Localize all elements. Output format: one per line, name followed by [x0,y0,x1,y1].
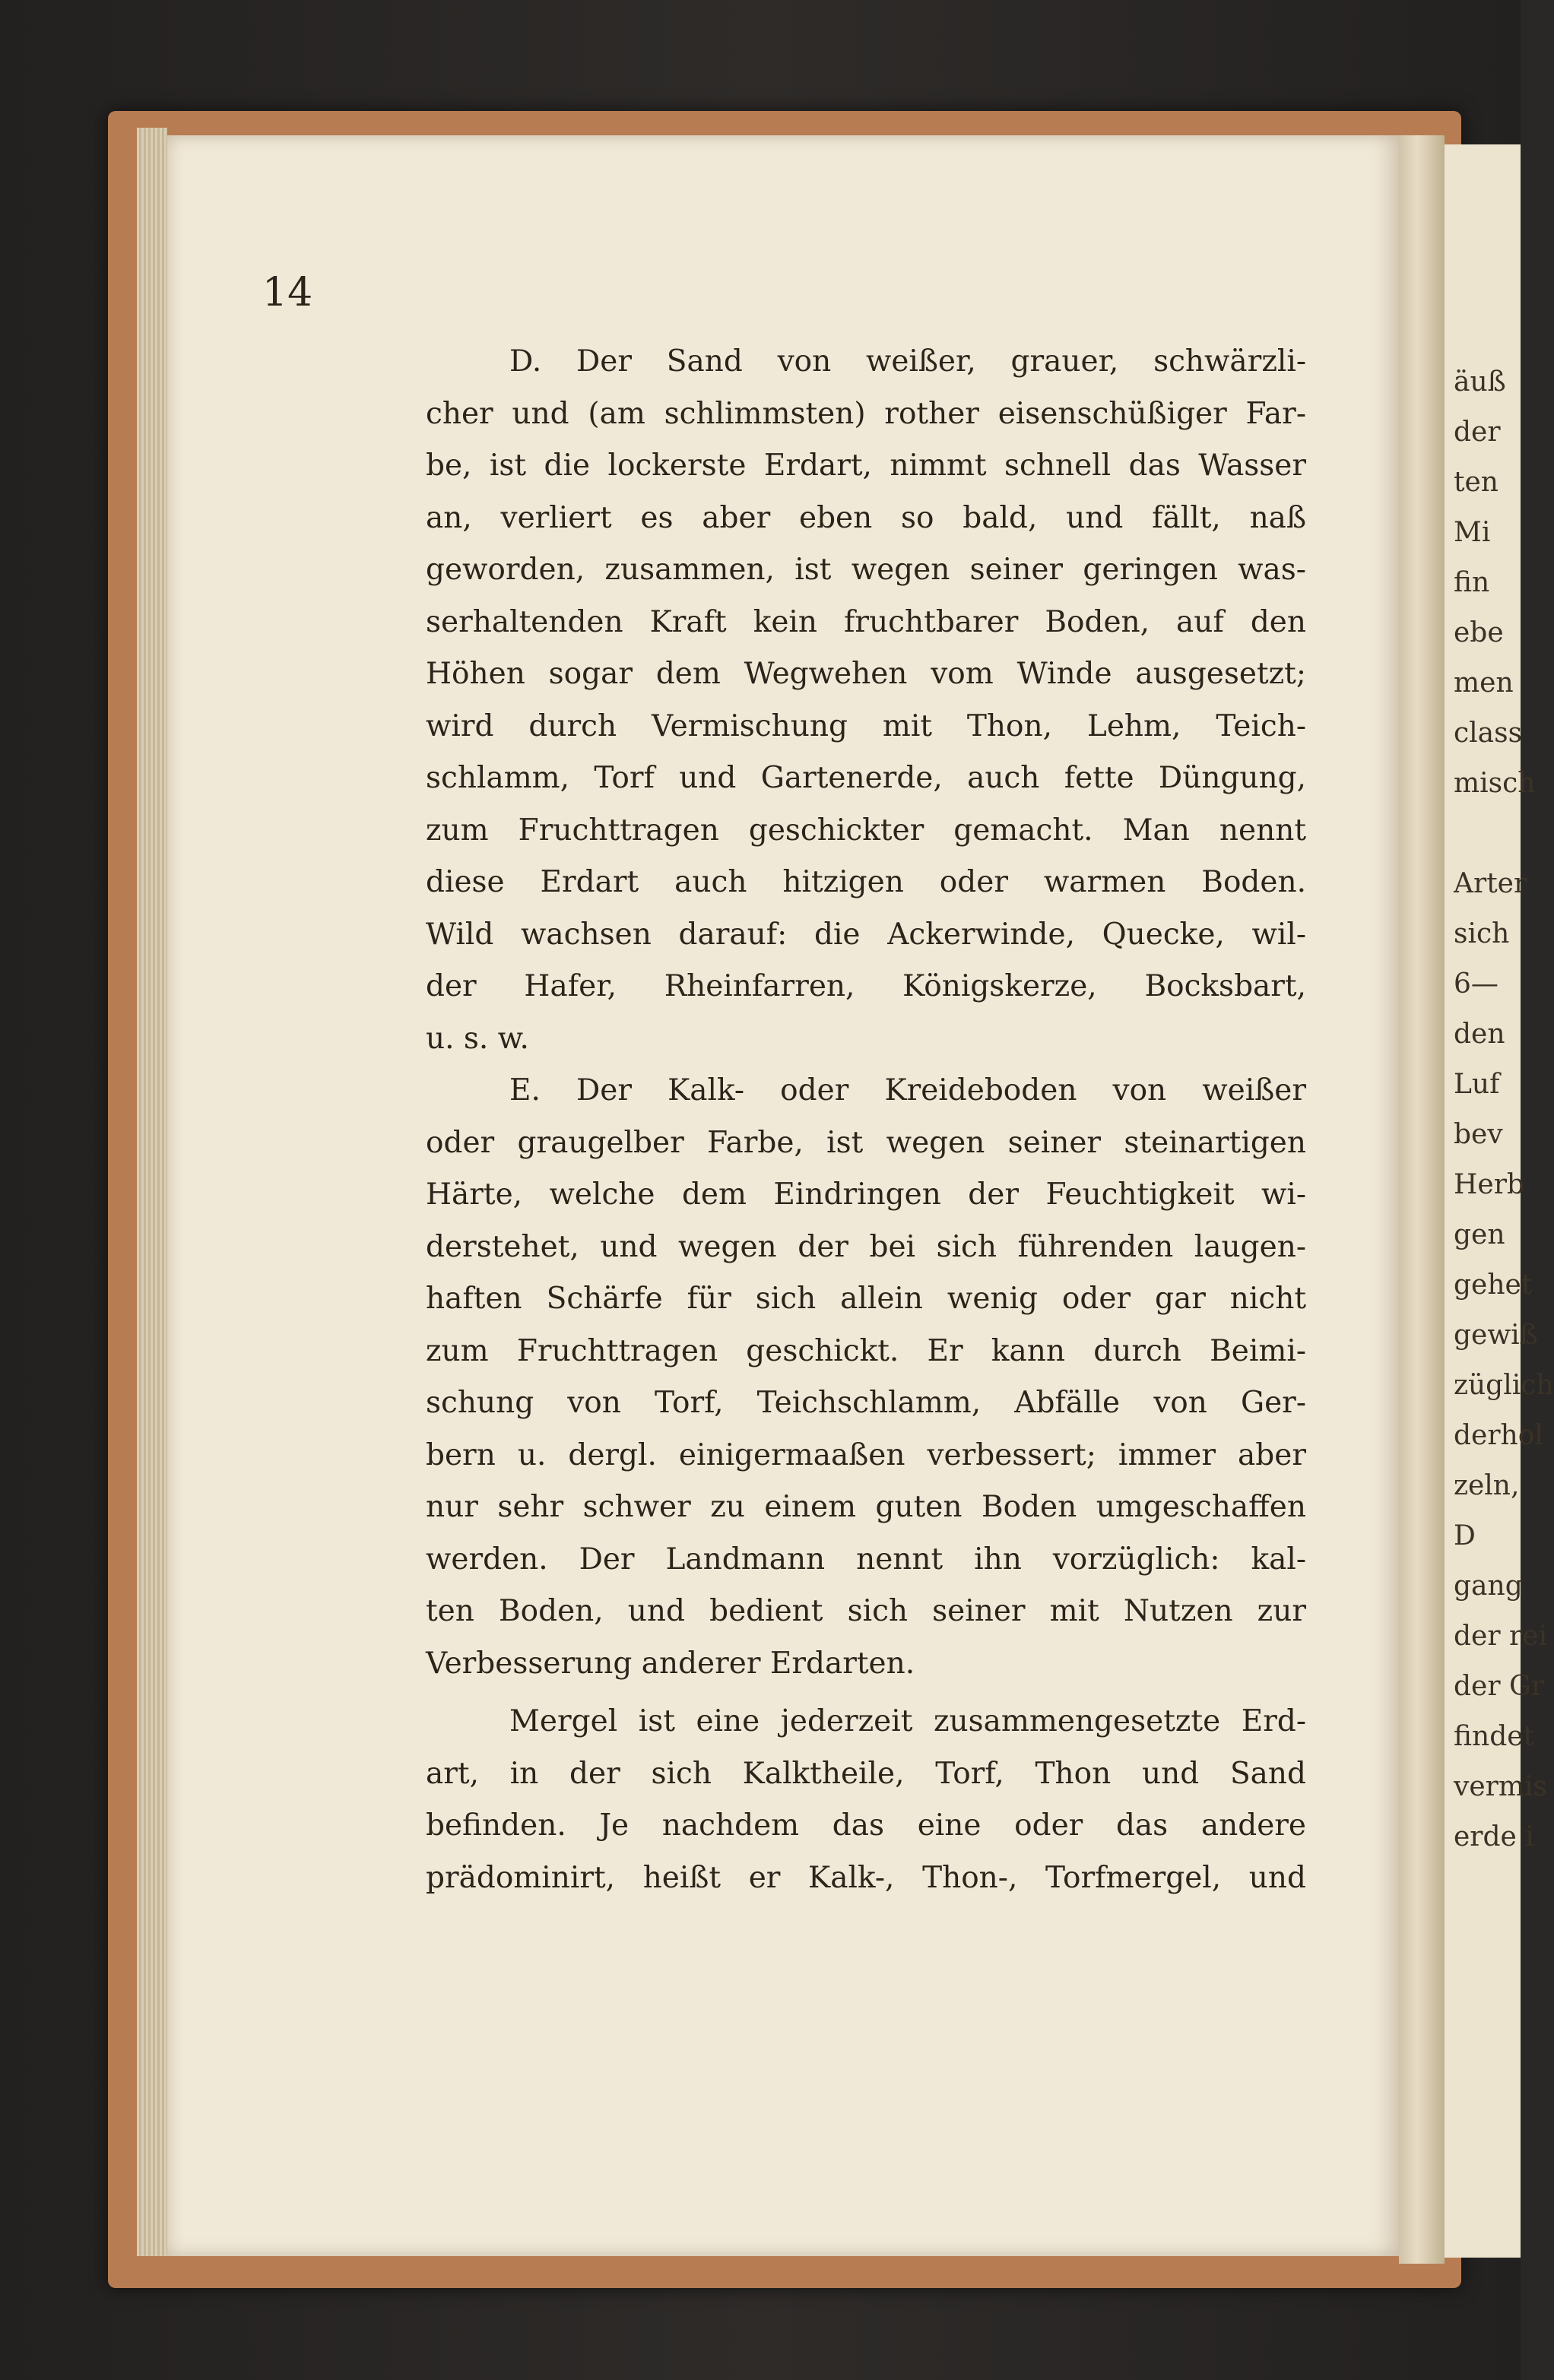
text-line: zum Fruchttragen geschickt. Er kann durch Beimi- [426,1333,1306,1368]
text-line: derstehet, und wegen der bei sich führenden laugen- [426,1229,1306,1264]
next-page-fragment: erde i [1454,1821,1534,1852]
next-page-fragment: D [1454,1520,1476,1551]
text-line: der Hafer, Rheinfarren, Königskerze, Bocksbart, [426,969,1306,1003]
next-page-fragment: züglich [1454,1370,1554,1401]
next-page-fragment: Arter [1454,868,1527,899]
next-page-fragment: men [1454,667,1514,699]
next-page-text [1454,357,1554,1862]
text-line: E. Der Kalk- oder Kreideboden von weißer [509,1073,1306,1108]
next-page-fragment: sich [1454,918,1510,949]
text-line: Mergel ist eine jederzeit zusammengesetzte Erd- [509,1704,1306,1738]
next-page-fragment: class [1454,718,1523,749]
next-page-fragment: Luf [1454,1069,1500,1100]
next-page-fragment [1454,809,1554,859]
text-line: serhaltenden Kraft kein fruchtbarer Boden, auf den [426,604,1306,639]
text-line: diese Erdart auch hitzigen oder warmen Boden. [426,865,1306,899]
next-page-fragment: gang [1454,1570,1523,1602]
text-line: wird durch Vermischung mit Thon, Lehm, Teich- [426,708,1306,743]
next-page-fragment: den [1454,1019,1505,1050]
text-line: Wild wachsen darauf: die Ackerwinde, Quecke, wil- [426,917,1306,952]
text-line: Höhen sogar dem Wegwehen vom Winde ausgesetzt; [426,657,1306,691]
text-line: bern u. dergl. einigermaaßen verbessert; immer aber [426,1437,1306,1472]
next-page-fragment: Herb [1454,1169,1524,1200]
next-page-fragment: ebe [1454,617,1504,648]
text-line: be, ist die lockerste Erdart, nimmt schnell das Wasser [426,448,1306,483]
next-page-fragment: zeln, [1454,1470,1520,1501]
text-line: ten Boden, und bedient sich seiner mit Nutzen zur [426,1594,1306,1628]
page-number: 14 [262,270,313,315]
next-page-fragment: fin [1454,567,1490,598]
next-page-fragment: derhol [1454,1420,1543,1451]
next-page-fragment: der rei [1454,1621,1548,1652]
text-line: werden. Der Landmann nennt ihn vorzüglich: kal- [426,1542,1306,1577]
next-page-fragment: 6— [1454,968,1498,1000]
text-line: haften Schärfe für sich allein wenig oder gar nicht [426,1282,1306,1316]
next-page-fragment: gehet [1454,1269,1533,1301]
next-page-fragment: Mi [1454,517,1491,548]
next-page-fragment: äuß [1454,366,1506,398]
next-page-fragment: ten [1454,467,1498,498]
text-line: art, in der sich Kalktheile, Torf, Thon und Sand [426,1756,1306,1791]
text-line: an, verliert es aber eben so bald, und fällt, naß [426,500,1306,535]
text-line: befinden. Je nachdem das eine oder das andere [426,1808,1306,1843]
page-text [426,336,1306,1904]
text-line: schlamm, Torf und Gartenerde, auch fette Düngung, [426,761,1306,795]
text-line: geworden, zusammen, ist wegen seiner geringen was- [426,553,1306,587]
next-page-fragment: der [1454,417,1501,448]
text-line: schung von Torf, Teichschlamm, Abfälle von Ger- [426,1386,1306,1420]
text-line: u. s. w. [426,1021,529,1056]
text-line: D. Der Sand von weißer, grauer, schwärzli- [509,344,1306,379]
book-gutter [1399,135,1445,2264]
text-line: oder graugelber Farbe, ist wegen seiner steinartigen [426,1125,1306,1160]
next-page-fragment: bev [1454,1119,1503,1150]
page-edges [137,128,167,2256]
text-line: Verbesserung anderer Erdarten. [426,1646,915,1681]
text-line: nur sehr schwer zu einem guten Boden umgeschaffen [426,1490,1306,1524]
next-page-fragment: misch [1454,768,1536,799]
text-line: Härte, welche dem Eindringen der Feuchtigkeit wi- [426,1177,1306,1212]
next-page-fragment: gewiß [1454,1320,1538,1351]
next-page-fragment: gen [1454,1219,1505,1250]
next-page-fragment: findet [1454,1721,1535,1752]
next-page-edge [1445,144,1554,2258]
next-page-fragment: vermis [1454,1771,1547,1802]
next-page-fragment: der Gr [1454,1671,1544,1702]
text-line: prädominirt, heißt er Kalk-, Thon-, Torfmergel, und [426,1860,1306,1895]
text-line: zum Fruchttragen geschickter gemacht. Man nennt [426,813,1306,848]
text-line: cher und (am schlimmsten) rother eisenschüßiger Far- [426,396,1306,431]
